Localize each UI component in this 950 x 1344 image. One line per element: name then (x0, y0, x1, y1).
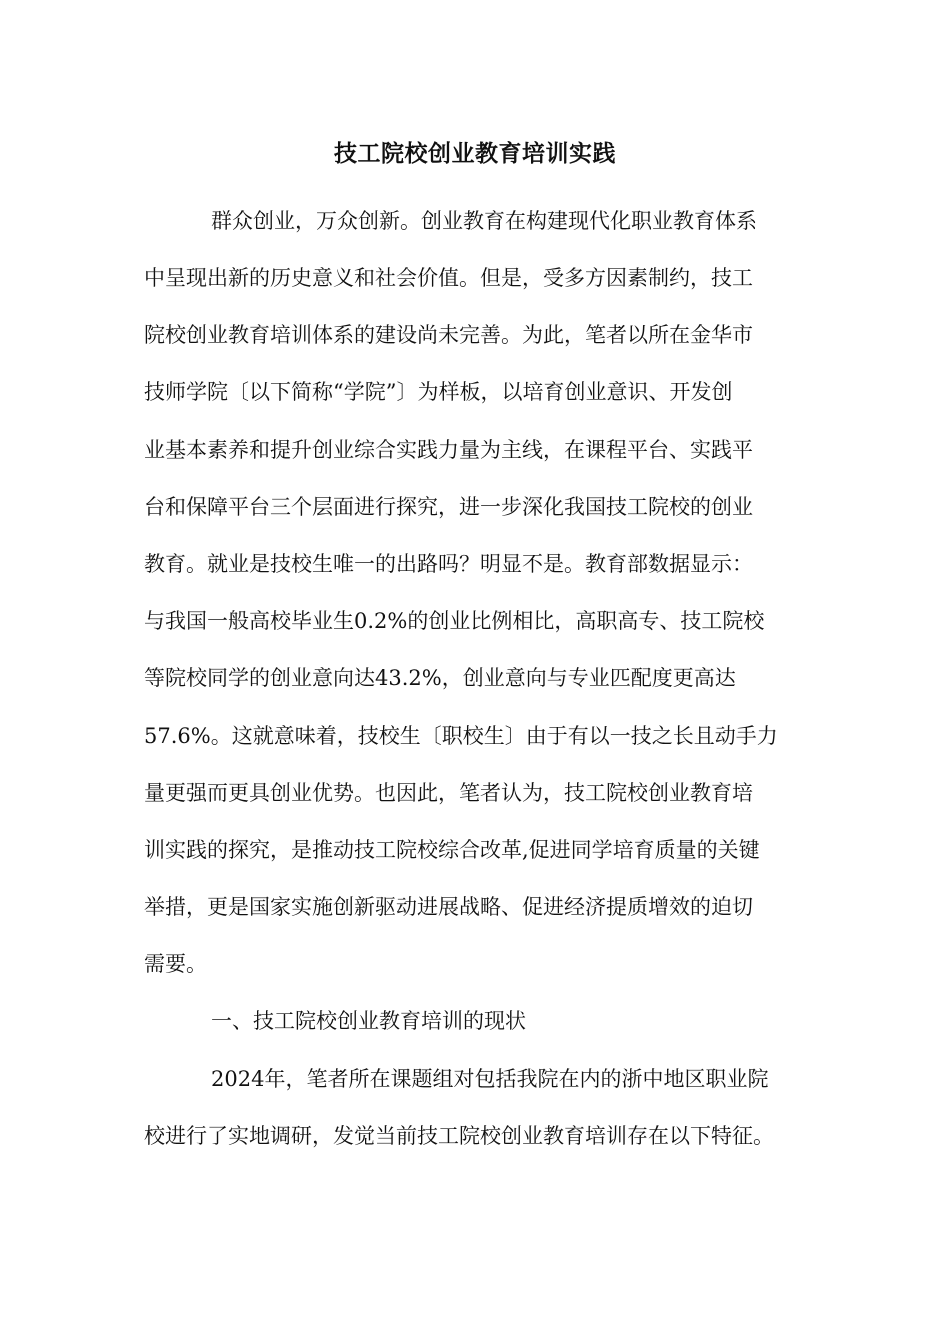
document-title: 技工院校创业教育培训实践 (334, 140, 616, 167)
paragraph-1-line-11: 量更强而更具创业优势。也因此，笔者认为，技工院校创业教育培 (144, 781, 753, 805)
paragraph-1-line-8: 与我国一般高校毕业生0.2%的创业比例相比，高职高专、技工院校 (144, 609, 765, 633)
paragraph-1-line-2: 中呈现出新的历史意义和社会价值。但是，受多方因素制约，技工 (144, 266, 753, 290)
paragraph-1-line-3: 院校创业教育培训体系的建设尚未完善。为此，笔者以所在金华市 (144, 323, 753, 347)
paragraph-1-line-1: 群众创业，万众创新。创业教育在构建现代化职业教育体系 (211, 209, 757, 233)
paragraph-1-line-7: 教育。就业是技校生唯一的出路吗？明显不是。教育部数据显示： (144, 552, 753, 576)
paragraph-1-line-12: 训实践的探究，是推动技工院校综合改革,促进同学培育质量的关键 (144, 838, 760, 862)
paragraph-1-line-14: 需要。 (144, 952, 207, 976)
paragraph-1-line-13: 举措，更是国家实施创新驱动进展战略、促进经济提质增效的迫切 (144, 895, 753, 919)
paragraph-1-line-5: 业基本素养和提升创业综合实践力量为主线，在课程平台、实践平 (144, 438, 753, 462)
paragraph-2-line-2: 校进行了实地调研，发觉当前技工院校创业教育培训存在以下特征。 (144, 1124, 774, 1148)
paragraph-1-line-4: 技师学院〔以下简称“学院”〕为样板，以培育创业意识、开发创 (144, 380, 733, 404)
paragraph-1-line-9: 等院校同学的创业意向达43.2%，创业意向与专业匹配度更高达 (144, 666, 736, 690)
section-heading-1: 一、技工院校创业教育培训的现状 (211, 1009, 526, 1033)
paragraph-2-line-1: 2024年，笔者所在课题组对包括我院在内的浙中地区职业院 (211, 1067, 769, 1091)
paragraph-1-line-6: 台和保障平台三个层面进行探究，进一步深化我国技工院校的创业 (144, 495, 753, 519)
paragraph-1-line-10: 57.6%。这就意味着，技校生〔职校生〕由于有以一技之长且动手力 (144, 724, 778, 748)
